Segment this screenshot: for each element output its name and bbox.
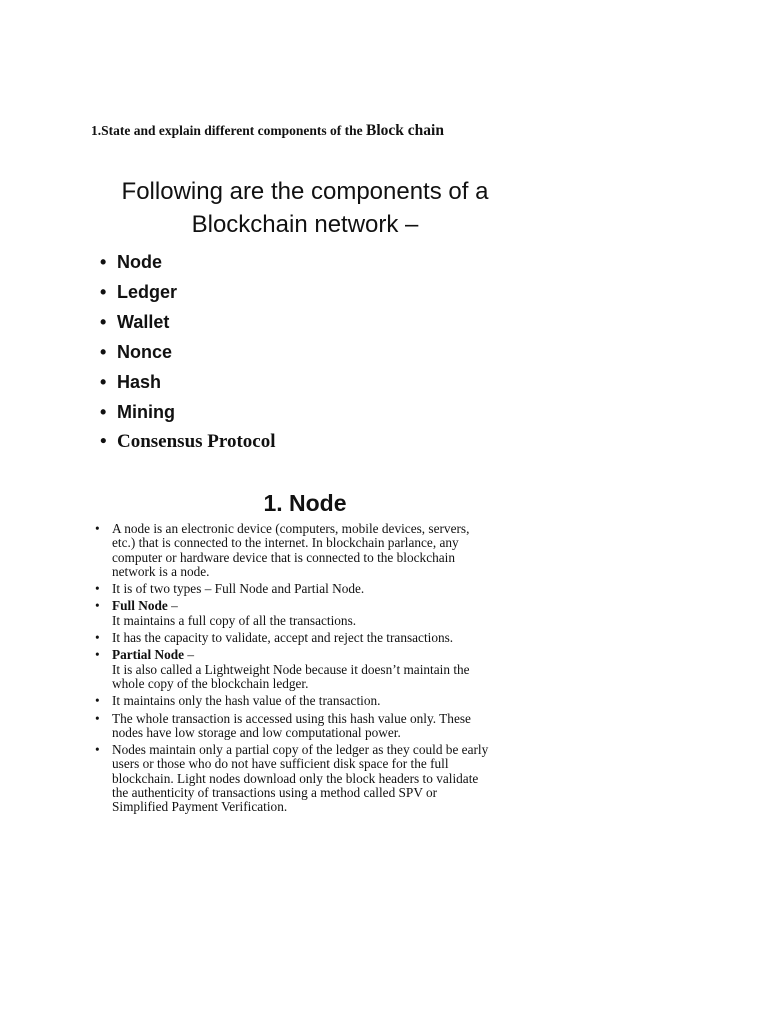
list-item: • The whole transaction is accessed using this hash value only. These nodes have low storage and low computational power. [95, 710, 471, 740]
bullet-icon: • [100, 402, 107, 422]
bullet-icon: • [100, 312, 107, 332]
bullet-icon: • [95, 710, 100, 726]
bullet-icon: • [95, 742, 100, 758]
intro-line: Blockchain network – [191, 211, 419, 238]
section-title: 1. Node [263, 490, 347, 516]
bullet-icon: • [100, 342, 107, 362]
node-points-list [95, 522, 515, 818]
list-item: • Full Node – It maintains a full copy of all the transactions. [95, 598, 357, 628]
component-item: • Nonce [100, 337, 276, 367]
bullet-icon: • [100, 282, 107, 302]
components-list [100, 247, 276, 457]
component-item: • Node [100, 247, 276, 277]
bullet-icon: • [95, 598, 100, 614]
component-item: • Consensus Protocol [100, 427, 276, 457]
component-item: • Mining [100, 397, 276, 427]
question-emphasis: Block chain [366, 122, 444, 139]
list-item: • It maintains only the hash value of the transaction. [95, 693, 381, 709]
bullet-icon: • [100, 431, 107, 452]
component-item: • Wallet [100, 307, 276, 337]
partial-node-label: Partial Node [112, 647, 185, 663]
component-item: • Hash [100, 367, 276, 397]
list-item: • A node is an electronic device (computers, mobile devices, servers, etc.) that is connected to the internet. In blockchain parlance, any computer or hardware device that is connected to the blockchain network is a node. [95, 521, 470, 579]
bullet-icon: • [95, 630, 100, 646]
question-text: 1.State and explain different components of the [91, 123, 366, 138]
list-item: • It has the capacity to validate, accept and reject the transactions. [95, 630, 454, 646]
bullet-icon: • [100, 372, 107, 392]
full-node-label: Full Node [112, 598, 168, 614]
bullet-icon: • [95, 693, 100, 709]
list-item: • Nodes maintain only a partial copy of the ledger as they could be early users or those who do not have sufficient disk space for the full blockchain. Light nodes download only the block headers to validate the authenticity of transactions using a method called SPV or Simplified Payment Verification. [95, 742, 489, 815]
bullet-icon: • [95, 647, 100, 663]
bullet-icon: • [95, 521, 100, 536]
question-heading [91, 122, 444, 140]
list-item: • It is of two types – Full Node and Partial Node. [95, 581, 365, 597]
bullet-icon: • [100, 252, 107, 272]
intro-line: Following are the components of a [121, 178, 489, 205]
intro-heading [90, 175, 520, 241]
list-item: • Partial Node – It is also called a Lightweight Node because it doesn’t maintain the whole copy of the blockchain ledger. [95, 647, 470, 691]
bullet-icon: • [95, 581, 100, 597]
component-item: • Ledger [100, 277, 276, 307]
